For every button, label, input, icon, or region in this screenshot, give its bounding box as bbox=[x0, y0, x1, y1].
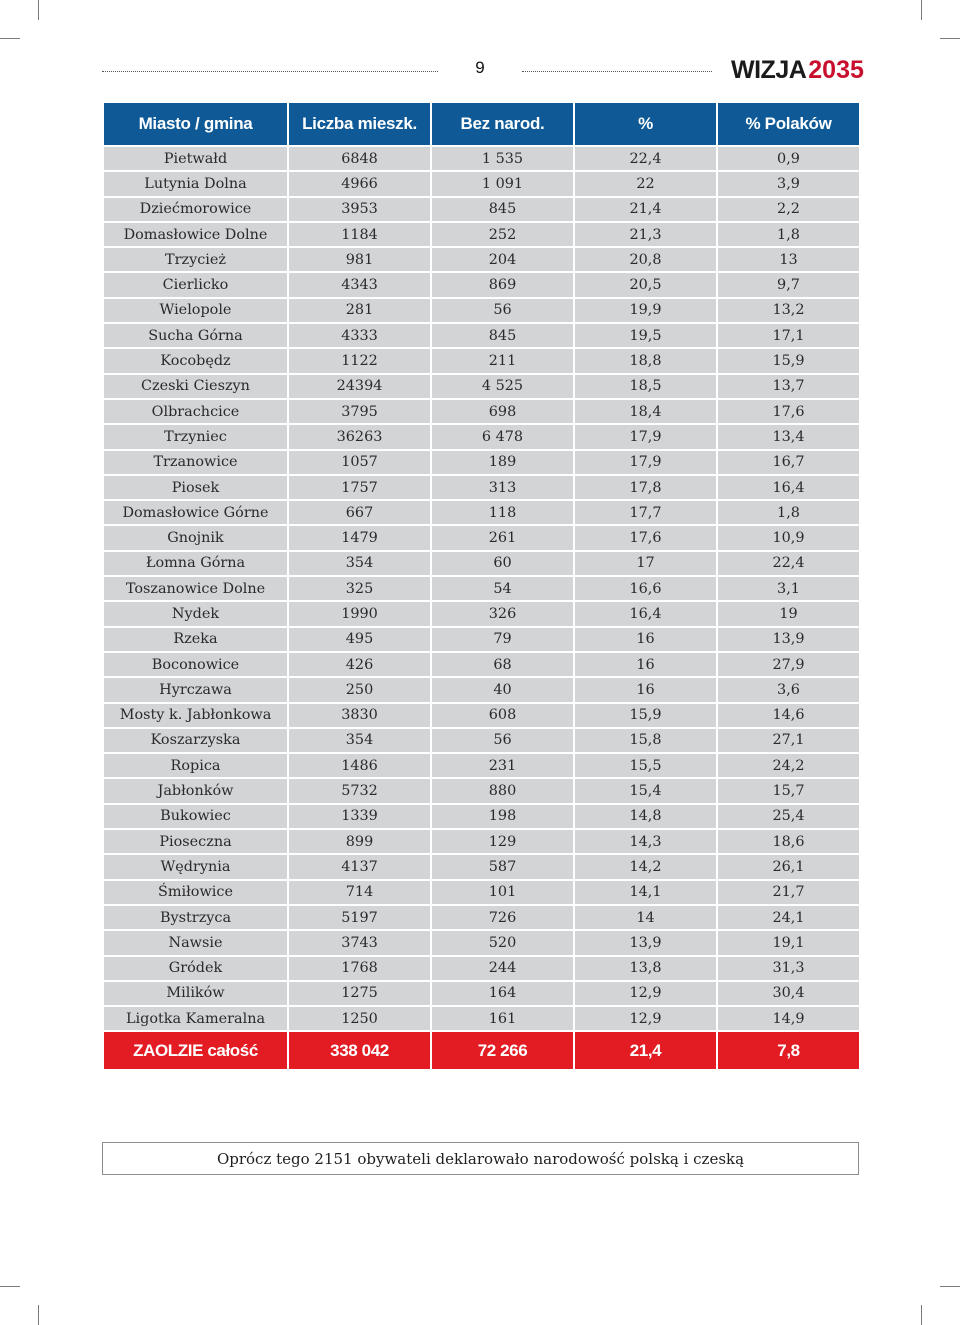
cell-percent: 17,9 bbox=[574, 450, 717, 475]
cell-city: Pietwałd bbox=[103, 146, 288, 171]
cell-population: 3795 bbox=[288, 399, 431, 424]
cell-percent: 18,8 bbox=[574, 348, 717, 373]
cell-no-nationality: 118 bbox=[431, 500, 574, 525]
table-row bbox=[103, 728, 860, 753]
cell-no-nationality: 261 bbox=[431, 525, 574, 550]
cell-percent: 17,7 bbox=[574, 500, 717, 525]
cell-population: 1339 bbox=[288, 804, 431, 829]
table-row bbox=[103, 854, 860, 879]
cell-population: 4343 bbox=[288, 272, 431, 297]
crop-mark bbox=[38, 0, 39, 20]
cell-percent-poles: 15,9 bbox=[717, 348, 860, 373]
cell-percent-poles: 27,9 bbox=[717, 652, 860, 677]
column-header-city: Miasto / gmina bbox=[103, 102, 288, 146]
cell-city: Ligotka Kameralna bbox=[103, 1006, 288, 1031]
cell-city: Sucha Górna bbox=[103, 323, 288, 348]
cell-percent-poles: 15,7 bbox=[717, 778, 860, 803]
cell-population: 426 bbox=[288, 652, 431, 677]
cell-percent-poles: 0,9 bbox=[717, 146, 860, 171]
total-no-nationality: 72 266 bbox=[431, 1031, 574, 1070]
table-row bbox=[103, 677, 860, 702]
cell-city: Domasłowice Górne bbox=[103, 500, 288, 525]
cell-percent: 18,5 bbox=[574, 374, 717, 399]
table-row bbox=[103, 956, 860, 981]
cell-percent: 14,8 bbox=[574, 804, 717, 829]
cell-percent-poles: 14,9 bbox=[717, 1006, 860, 1031]
cell-percent: 22 bbox=[574, 171, 717, 196]
table-row bbox=[103, 197, 860, 222]
crop-mark bbox=[940, 1286, 960, 1287]
cell-city: Koszarzyska bbox=[103, 728, 288, 753]
cell-percent-poles: 24,1 bbox=[717, 905, 860, 930]
cell-percent-poles: 13,9 bbox=[717, 627, 860, 652]
cell-percent-poles: 17,1 bbox=[717, 323, 860, 348]
cell-population: 1122 bbox=[288, 348, 431, 373]
cell-population: 3953 bbox=[288, 197, 431, 222]
cell-no-nationality: 698 bbox=[431, 399, 574, 424]
cell-percent: 14,3 bbox=[574, 829, 717, 854]
cell-percent-poles: 25,4 bbox=[717, 804, 860, 829]
cell-no-nationality: 520 bbox=[431, 930, 574, 955]
logo-year: 2035 bbox=[808, 56, 864, 84]
cell-percent-poles: 1,8 bbox=[717, 500, 860, 525]
cell-city: Milików bbox=[103, 981, 288, 1006]
cell-percent: 19,9 bbox=[574, 298, 717, 323]
cell-no-nationality: 40 bbox=[431, 677, 574, 702]
cell-city: Trzanowice bbox=[103, 450, 288, 475]
cell-city: Lutynia Dolna bbox=[103, 171, 288, 196]
cell-percent-poles: 14,6 bbox=[717, 703, 860, 728]
cell-percent-poles: 19,1 bbox=[717, 930, 860, 955]
table-row bbox=[103, 703, 860, 728]
table-row bbox=[103, 146, 860, 171]
table-row bbox=[103, 753, 860, 778]
cell-city: Czeski Cieszyn bbox=[103, 374, 288, 399]
cell-percent: 12,9 bbox=[574, 981, 717, 1006]
table-row bbox=[103, 348, 860, 373]
cell-population: 3743 bbox=[288, 930, 431, 955]
table-row bbox=[103, 272, 860, 297]
cell-percent: 20,5 bbox=[574, 272, 717, 297]
table-row bbox=[103, 374, 860, 399]
cell-percent: 14,2 bbox=[574, 854, 717, 879]
column-header-percent-poles: % Polaków bbox=[717, 102, 860, 146]
cell-percent-poles: 27,1 bbox=[717, 728, 860, 753]
table-row bbox=[103, 804, 860, 829]
crop-mark bbox=[0, 1286, 20, 1287]
table-row bbox=[103, 399, 860, 424]
header-dotted-rule-right bbox=[522, 71, 712, 72]
column-header-no-nationality: Bez narod. bbox=[431, 102, 574, 146]
cell-percent-poles: 3,9 bbox=[717, 171, 860, 196]
crop-mark bbox=[38, 1305, 39, 1325]
cell-no-nationality: 869 bbox=[431, 272, 574, 297]
cell-city: Trzycież bbox=[103, 247, 288, 272]
cell-percent-poles: 19 bbox=[717, 601, 860, 626]
cell-no-nationality: 56 bbox=[431, 298, 574, 323]
cell-no-nationality: 204 bbox=[431, 247, 574, 272]
cell-percent: 14 bbox=[574, 905, 717, 930]
cell-percent: 17,9 bbox=[574, 424, 717, 449]
cell-city: Łomna Górna bbox=[103, 551, 288, 576]
cell-no-nationality: 1 535 bbox=[431, 146, 574, 171]
cell-percent: 17,8 bbox=[574, 475, 717, 500]
table-row bbox=[103, 475, 860, 500]
cell-no-nationality: 244 bbox=[431, 956, 574, 981]
cell-percent-poles: 9,7 bbox=[717, 272, 860, 297]
population-table bbox=[102, 101, 861, 1071]
cell-population: 325 bbox=[288, 576, 431, 601]
total-percent: 21,4 bbox=[574, 1031, 717, 1070]
cell-percent-poles: 13,2 bbox=[717, 298, 860, 323]
cell-population: 1768 bbox=[288, 956, 431, 981]
table-row bbox=[103, 525, 860, 550]
cell-no-nationality: 313 bbox=[431, 475, 574, 500]
cell-no-nationality: 726 bbox=[431, 905, 574, 930]
cell-city: Kocobędz bbox=[103, 348, 288, 373]
cell-city: Toszanowice Dolne bbox=[103, 576, 288, 601]
cell-no-nationality: 79 bbox=[431, 627, 574, 652]
cell-city: Ropica bbox=[103, 753, 288, 778]
cell-population: 1990 bbox=[288, 601, 431, 626]
cell-percent: 20,8 bbox=[574, 247, 717, 272]
cell-no-nationality: 56 bbox=[431, 728, 574, 753]
cell-city: Bukowiec bbox=[103, 804, 288, 829]
cell-percent: 18,4 bbox=[574, 399, 717, 424]
cell-percent-poles: 18,6 bbox=[717, 829, 860, 854]
table-body bbox=[103, 146, 860, 1031]
cell-percent-poles: 30,4 bbox=[717, 981, 860, 1006]
cell-percent: 13,9 bbox=[574, 930, 717, 955]
cell-population: 1479 bbox=[288, 525, 431, 550]
cell-percent: 15,4 bbox=[574, 778, 717, 803]
cell-no-nationality: 880 bbox=[431, 778, 574, 803]
cell-population: 354 bbox=[288, 551, 431, 576]
cell-no-nationality: 60 bbox=[431, 551, 574, 576]
table-row bbox=[103, 298, 860, 323]
cell-percent-poles: 2,2 bbox=[717, 197, 860, 222]
cell-population: 899 bbox=[288, 829, 431, 854]
cell-population: 281 bbox=[288, 298, 431, 323]
cell-city: Domasłowice Dolne bbox=[103, 222, 288, 247]
cell-no-nationality: 326 bbox=[431, 601, 574, 626]
cell-population: 5732 bbox=[288, 778, 431, 803]
cell-percent-poles: 1,8 bbox=[717, 222, 860, 247]
cell-city: Bystrzyca bbox=[103, 905, 288, 930]
crop-mark bbox=[0, 38, 20, 39]
cell-population: 714 bbox=[288, 880, 431, 905]
cell-city: Nydek bbox=[103, 601, 288, 626]
wizja-2035-logo bbox=[731, 56, 864, 84]
cell-population: 981 bbox=[288, 247, 431, 272]
table-row bbox=[103, 930, 860, 955]
cell-city: Pioseczna bbox=[103, 829, 288, 854]
cell-percent: 12,9 bbox=[574, 1006, 717, 1031]
cell-population: 1057 bbox=[288, 450, 431, 475]
cell-population: 1184 bbox=[288, 222, 431, 247]
cell-percent-poles: 26,1 bbox=[717, 854, 860, 879]
cell-no-nationality: 845 bbox=[431, 197, 574, 222]
cell-city: Wędrynia bbox=[103, 854, 288, 879]
cell-percent-poles: 16,4 bbox=[717, 475, 860, 500]
cell-no-nationality: 189 bbox=[431, 450, 574, 475]
cell-population: 6848 bbox=[288, 146, 431, 171]
cell-no-nationality: 129 bbox=[431, 829, 574, 854]
cell-city: Dziećmorowice bbox=[103, 197, 288, 222]
cell-city: Gródek bbox=[103, 956, 288, 981]
cell-no-nationality: 101 bbox=[431, 880, 574, 905]
table-row bbox=[103, 905, 860, 930]
cell-no-nationality: 198 bbox=[431, 804, 574, 829]
table-row bbox=[103, 247, 860, 272]
cell-city: Piosek bbox=[103, 475, 288, 500]
cell-percent-poles: 3,6 bbox=[717, 677, 860, 702]
cell-population: 5197 bbox=[288, 905, 431, 930]
crop-mark bbox=[921, 1305, 922, 1325]
table-row bbox=[103, 627, 860, 652]
cell-percent-poles: 16,7 bbox=[717, 450, 860, 475]
cell-percent: 15,9 bbox=[574, 703, 717, 728]
total-percent-poles: 7,8 bbox=[717, 1031, 860, 1070]
table-row bbox=[103, 652, 860, 677]
cell-population: 667 bbox=[288, 500, 431, 525]
cell-population: 4333 bbox=[288, 323, 431, 348]
cell-city: Śmiłowice bbox=[103, 880, 288, 905]
header-dotted-rule-left bbox=[102, 71, 438, 72]
cell-percent: 15,5 bbox=[574, 753, 717, 778]
table-row bbox=[103, 500, 860, 525]
total-population: 338 042 bbox=[288, 1031, 431, 1070]
cell-no-nationality: 587 bbox=[431, 854, 574, 879]
cell-percent: 17,6 bbox=[574, 525, 717, 550]
table-header-row bbox=[103, 102, 860, 146]
cell-percent: 16,6 bbox=[574, 576, 717, 601]
cell-no-nationality: 161 bbox=[431, 1006, 574, 1031]
cell-percent-poles: 31,3 bbox=[717, 956, 860, 981]
cell-population: 24394 bbox=[288, 374, 431, 399]
cell-percent-poles: 13,7 bbox=[717, 374, 860, 399]
cell-percent-poles: 10,9 bbox=[717, 525, 860, 550]
cell-percent: 17 bbox=[574, 551, 717, 576]
cell-no-nationality: 4 525 bbox=[431, 374, 574, 399]
cell-city: Jabłonków bbox=[103, 778, 288, 803]
table-row bbox=[103, 1006, 860, 1031]
cell-percent: 21,4 bbox=[574, 197, 717, 222]
cell-percent: 22,4 bbox=[574, 146, 717, 171]
cell-city: Cierlicko bbox=[103, 272, 288, 297]
cell-no-nationality: 608 bbox=[431, 703, 574, 728]
crop-mark bbox=[940, 38, 960, 39]
cell-no-nationality: 1 091 bbox=[431, 171, 574, 196]
cell-percent: 16 bbox=[574, 677, 717, 702]
cell-no-nationality: 845 bbox=[431, 323, 574, 348]
cell-percent: 15,8 bbox=[574, 728, 717, 753]
cell-city: Rzeka bbox=[103, 627, 288, 652]
cell-percent-poles: 13,4 bbox=[717, 424, 860, 449]
cell-no-nationality: 54 bbox=[431, 576, 574, 601]
table-row bbox=[103, 576, 860, 601]
cell-population: 495 bbox=[288, 627, 431, 652]
table-row bbox=[103, 601, 860, 626]
cell-percent: 16,4 bbox=[574, 601, 717, 626]
cell-population: 354 bbox=[288, 728, 431, 753]
cell-no-nationality: 211 bbox=[431, 348, 574, 373]
column-header-population: Liczba mieszk. bbox=[288, 102, 431, 146]
crop-mark bbox=[921, 0, 922, 20]
table-row bbox=[103, 551, 860, 576]
cell-percent-poles: 3,1 bbox=[717, 576, 860, 601]
column-header-percent: % bbox=[574, 102, 717, 146]
table-row bbox=[103, 424, 860, 449]
cell-percent-poles: 21,7 bbox=[717, 880, 860, 905]
cell-percent: 21,3 bbox=[574, 222, 717, 247]
cell-no-nationality: 68 bbox=[431, 652, 574, 677]
cell-population: 36263 bbox=[288, 424, 431, 449]
cell-city: Gnojnik bbox=[103, 525, 288, 550]
cell-city: Wielopole bbox=[103, 298, 288, 323]
cell-no-nationality: 252 bbox=[431, 222, 574, 247]
cell-percent-poles: 24,2 bbox=[717, 753, 860, 778]
cell-percent: 19,5 bbox=[574, 323, 717, 348]
logo-word: WIZJA bbox=[731, 56, 807, 84]
cell-city: Olbrachcice bbox=[103, 399, 288, 424]
cell-population: 4966 bbox=[288, 171, 431, 196]
cell-population: 4137 bbox=[288, 854, 431, 879]
cell-population: 1486 bbox=[288, 753, 431, 778]
page-number: 9 bbox=[475, 58, 485, 77]
table-row bbox=[103, 880, 860, 905]
cell-percent-poles: 22,4 bbox=[717, 551, 860, 576]
cell-population: 250 bbox=[288, 677, 431, 702]
cell-city: Mosty k. Jabłonkowa bbox=[103, 703, 288, 728]
cell-percent-poles: 13 bbox=[717, 247, 860, 272]
table-row bbox=[103, 222, 860, 247]
table-row bbox=[103, 778, 860, 803]
cell-percent: 13,8 bbox=[574, 956, 717, 981]
table-row bbox=[103, 323, 860, 348]
cell-percent: 16 bbox=[574, 627, 717, 652]
table-footnote: Oprócz tego 2151 obywateli deklarowało narodowość polską i czeską bbox=[102, 1142, 859, 1175]
table-row bbox=[103, 450, 860, 475]
cell-city: Nawsie bbox=[103, 930, 288, 955]
cell-no-nationality: 6 478 bbox=[431, 424, 574, 449]
cell-city: Hyrczawa bbox=[103, 677, 288, 702]
cell-city: Trzyniec bbox=[103, 424, 288, 449]
cell-no-nationality: 231 bbox=[431, 753, 574, 778]
cell-percent-poles: 17,6 bbox=[717, 399, 860, 424]
cell-city: Boconowice bbox=[103, 652, 288, 677]
cell-population: 1250 bbox=[288, 1006, 431, 1031]
table-total-row bbox=[103, 1031, 860, 1070]
cell-no-nationality: 164 bbox=[431, 981, 574, 1006]
cell-percent: 16 bbox=[574, 652, 717, 677]
total-label: ZAOLZIE całość bbox=[103, 1031, 288, 1070]
cell-population: 3830 bbox=[288, 703, 431, 728]
table-row bbox=[103, 829, 860, 854]
cell-percent: 14,1 bbox=[574, 880, 717, 905]
cell-population: 1757 bbox=[288, 475, 431, 500]
table-row bbox=[103, 171, 860, 196]
cell-population: 1275 bbox=[288, 981, 431, 1006]
table-row bbox=[103, 981, 860, 1006]
